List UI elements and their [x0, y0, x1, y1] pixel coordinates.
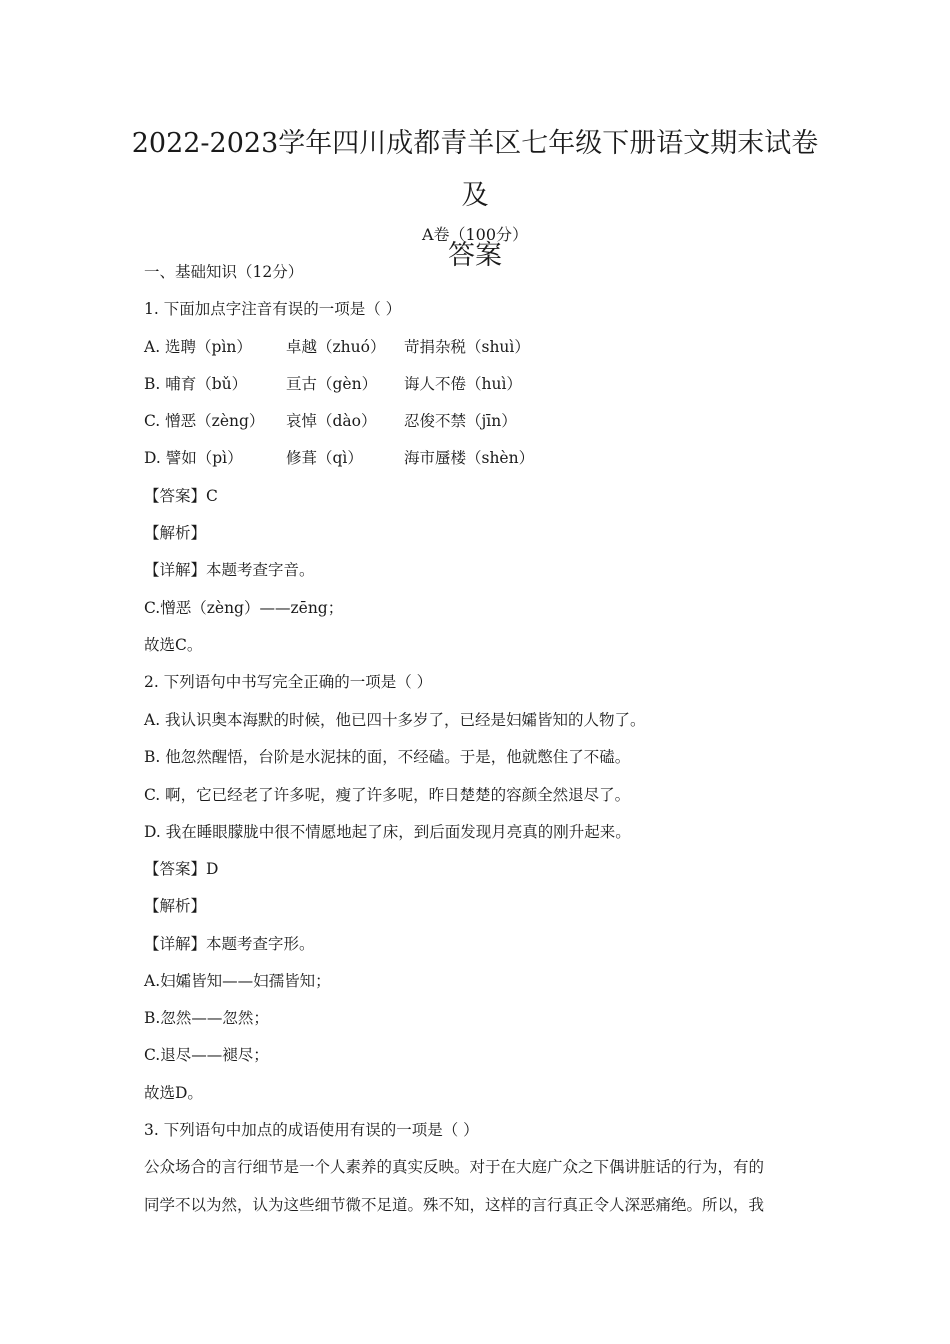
option-item: B. 哺育（bǔ） [144, 375, 248, 393]
q2-option-c: C. 啊，它已经老了许多呢，瘦了许多呢，昨日楚楚的容颜全然退尽了。 [144, 786, 631, 804]
q2-explain-line: B.忽然——忽然； [144, 1009, 269, 1027]
q3-stem: 3. 下列语句中加点的成语使用有误的一项是（ ） [144, 1121, 479, 1139]
q2-detail: 【详解】本题考查字形。 [144, 935, 315, 953]
title-line-1: 2022-2023学年四川成都青羊区七年级下册语文期末试卷及 [131, 128, 819, 211]
q1-detail: 【详解】本题考查字音。 [144, 561, 315, 579]
q1-stem: 1. 下面加点字注音有误的一项是（ ） [144, 300, 402, 318]
option-item: 修葺（qì） [286, 449, 363, 467]
q1-option-c [144, 411, 517, 431]
q3-paragraph-line: 公众场合的言行细节是一个人素养的真实反映。对于在大庭广众之下偶讲脏话的行为，有的 [144, 1158, 765, 1176]
q2-option-a: A. 我认识奥本海默的时候，他已四十多岁了，已经是妇孀皆知的人物了。 [144, 711, 646, 729]
title-line-2: 答案 [448, 240, 502, 271]
option-item: 诲人不倦（huì） [404, 375, 522, 393]
q2-option-b: B. 他忽然醒悟，台阶是水泥抹的面，不经磕。于是，他就憋住了不磕。 [144, 748, 631, 766]
option-item: 哀悼（dào） [286, 412, 377, 430]
q1-explain-line: C.憎恶（zèng）——zēng； [144, 599, 344, 617]
option-item: D. 譬如（pì） [144, 449, 243, 467]
option-item: A. 选聘（pìn） [144, 338, 252, 356]
q2-answer: 【答案】D [144, 860, 219, 878]
q1-analysis: 【解析】 [144, 524, 207, 542]
section-heading: 一、基础知识（12分） [144, 263, 304, 281]
q1-answer: 【答案】C [144, 487, 218, 505]
document-title [120, 118, 830, 282]
q1-conclusion: 故选C。 [144, 636, 203, 654]
q2-conclusion: 故选D。 [144, 1084, 203, 1102]
paper-section-label: A卷（100分） [421, 225, 529, 244]
q2-explain-line: A.妇孀皆知——妇孺皆知； [144, 972, 331, 990]
option-item: C. 憎恶（zèng） [144, 412, 265, 430]
option-item: 忍俊不禁（jīn） [404, 412, 517, 430]
q1-option-d [144, 448, 534, 468]
q1-option-a [144, 337, 530, 357]
q1-option-b [144, 374, 522, 394]
q2-analysis: 【解析】 [144, 897, 207, 915]
option-item: 亘古（gèn） [286, 375, 378, 393]
option-item: 苛捐杂税（shuì） [404, 338, 530, 356]
q3-paragraph-line: 同学不以为然，认为这些细节微不足道。殊不知，这样的言行真正令人深恶痛绝。所以，我 [144, 1196, 765, 1214]
q2-explain-line: C.退尽——褪尽； [144, 1046, 269, 1064]
q2-stem: 2. 下列语句中书写完全正确的一项是（ ） [144, 673, 433, 691]
option-item: 卓越（zhuó） [286, 338, 386, 356]
option-item: 海市蜃楼（shèn） [404, 449, 535, 467]
q2-option-d: D. 我在睡眼朦胧中很不情愿地起了床，到后面发现月亮真的刚升起来。 [144, 823, 631, 841]
